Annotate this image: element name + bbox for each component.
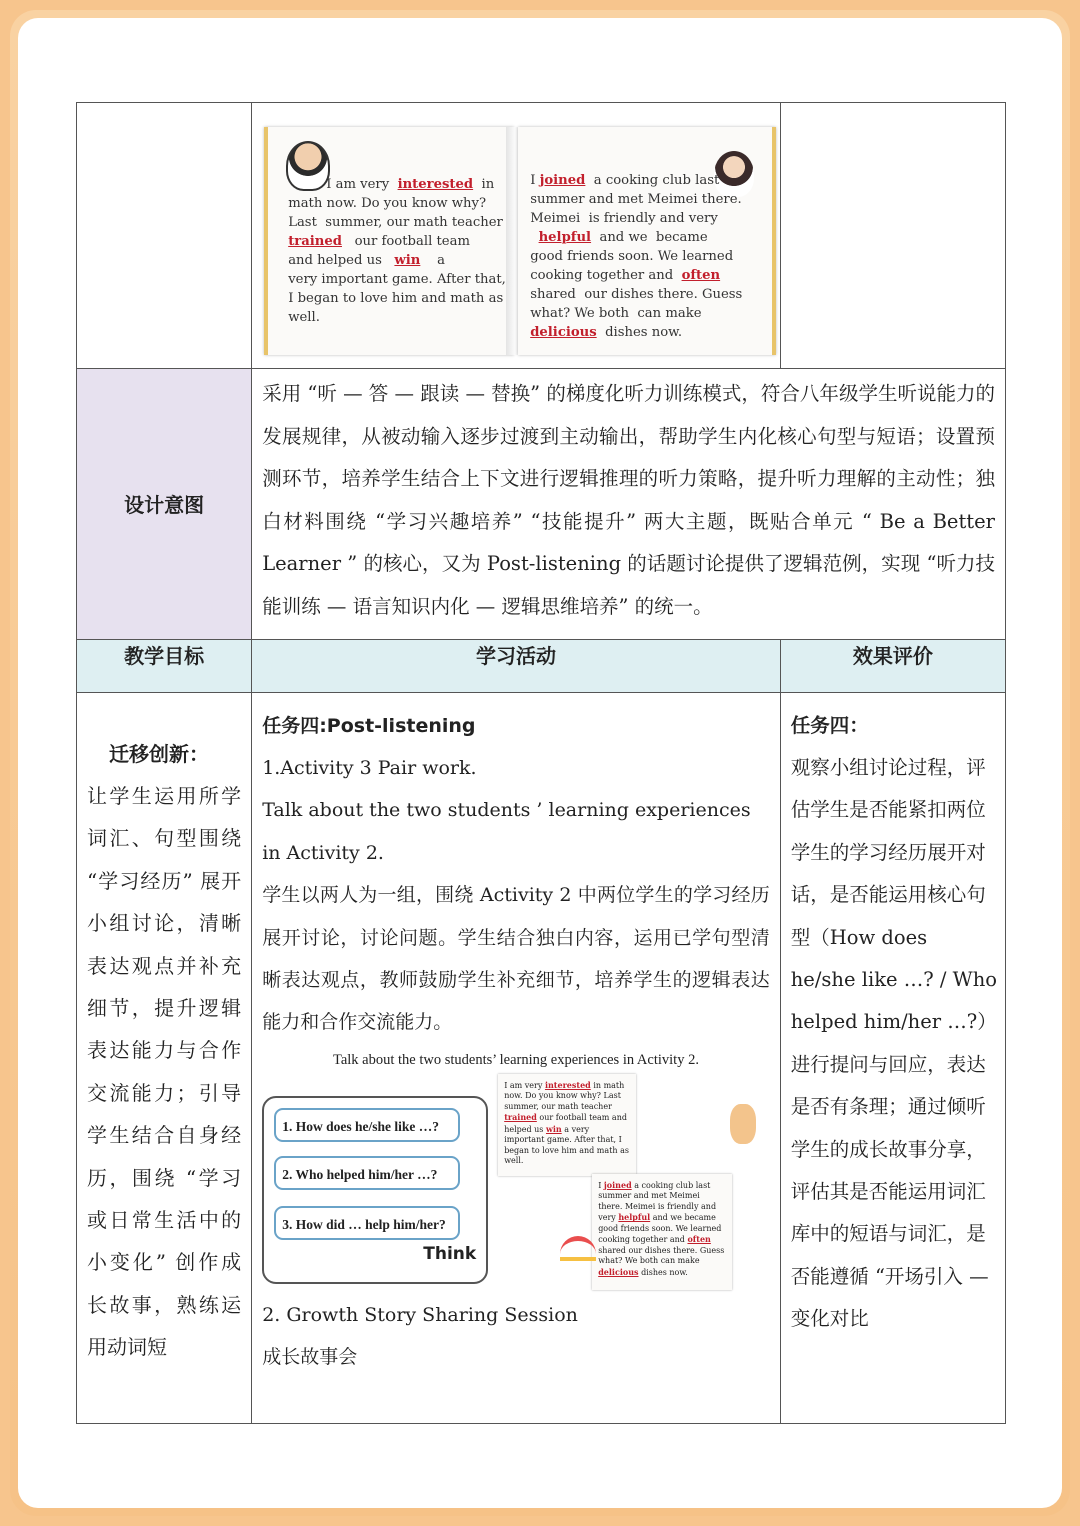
book-left-page	[264, 127, 514, 355]
text: well.	[288, 310, 320, 325]
evaluation-cell	[780, 692, 1005, 1423]
activity-line: 2. Growth Story Sharing Session	[262, 1303, 578, 1326]
blank-answer: trained	[288, 234, 342, 249]
blank-answer: often	[681, 268, 721, 283]
text: I am very	[326, 177, 390, 192]
question-box	[262, 1096, 488, 1284]
question-item: 3. How did … help him/her?	[274, 1206, 460, 1240]
monologue-illustration-cell	[252, 103, 781, 369]
evaluation-title: 任务四：	[790, 713, 869, 737]
question-item: 2. Who helped him/her …?	[274, 1156, 460, 1190]
text: a	[437, 253, 446, 268]
header-evaluation: 效果评价	[780, 639, 1005, 692]
activity-cell	[252, 692, 781, 1423]
think-logo: Think	[423, 1244, 477, 1265]
goal-cell	[77, 692, 252, 1423]
blank-answer: win	[394, 253, 421, 268]
book-right-page	[518, 127, 776, 355]
text: our football team	[354, 234, 470, 249]
text: good friends soon. We learned	[530, 249, 734, 264]
design-intent-label: 设计意图	[77, 369, 252, 640]
text: shared our dishes there. Guess	[530, 287, 743, 302]
boy-avatar-icon	[286, 141, 330, 191]
text: what? We both can make	[530, 306, 702, 321]
evaluation-text: 观察小组讨论过程，评估学生是否能紧扣两位学生的学习经历展开对话，是否能运用核心句型（How does he/she like …? / Who helped him/her …?）进行提问与回应，表达是否有条理；通过倾听学生的成长故事分享，评估其是否能运用词汇库中的短语与词汇，是否能遵循 “开场引入 — 变化对比	[790, 755, 998, 1331]
text: I	[530, 173, 536, 188]
text: in	[481, 177, 495, 192]
blank-answer: interested	[397, 177, 474, 192]
text: I began to love him and math as	[288, 291, 504, 306]
illustration-row	[77, 103, 1006, 369]
text: dishes now.	[605, 325, 683, 340]
blank-answer: joined	[539, 173, 586, 188]
task-four-row	[77, 692, 1006, 1423]
header-learning-activity: 学习活动	[252, 639, 781, 692]
figure-caption: Talk about the two students’ learning experiences in Activity 2.	[332, 1051, 699, 1068]
mini-right-page: I joined a cooking club last summer and met Meimei there. Meimei is friendly and very helpful and we became good friends soon. We learned cooking together and often shared our dishes there. Guess what? We both can make delicious dishes now.	[592, 1174, 732, 1290]
activity-line: 1.Activity 3 Pair work.	[262, 756, 477, 779]
text: Last summer, our math teacher	[288, 215, 503, 230]
empty-cell	[77, 103, 252, 369]
header-teaching-goal: 教学目标	[77, 639, 252, 692]
text: summer and met Meimei there.	[530, 192, 742, 207]
blank-answer: delicious	[530, 325, 597, 340]
rainbow-icon	[560, 1236, 596, 1261]
text: math now. Do you know why?	[288, 196, 487, 211]
thinking-kid-icon	[730, 1104, 756, 1144]
text: very important game. After that,	[288, 272, 506, 287]
open-book-image	[264, 127, 772, 355]
activity-line: 成长故事会	[262, 1346, 358, 1369]
blank-answer: helpful	[538, 230, 592, 245]
empty-cell	[780, 103, 1005, 369]
activity-line: Talk about the two students ’ learning experiences in Activity 2.	[262, 799, 751, 864]
goal-title: 迁移创新：	[109, 741, 209, 766]
activity-description: 学生以两人为一组，围绕 Activity 2 中两位学生的学习经历展开讨论，讨论问题。学生结合独白内容，运用已学句型清晰表达观点，教师鼓励学生补充细节，培养学生的逻辑表达能力和合作交流能力。	[262, 884, 770, 1034]
design-intent-text: 采用 “听 — 答 — 跟读 — 替换” 的梯度化听力训练模式，符合八年级学生听说能力的发展规律，从被动输入逐步过渡到主动输出，帮助学生内化核心句型与短语；设置预测环节，培养学生结合上下文进行逻辑推理的听力策略，提升听力理解的主动性；独白材料围绕 “学习兴趣培养” “技能提升” 两大主题，既贴合单元 “ Be a Better Learner ” 的核心，又为 Post-listening 的话题讨论提供了逻辑范例，实现 “听力技能训练 — 语言知识内化 — 逻辑思维培养” 的统一。	[252, 369, 1006, 640]
pair-work-figure	[262, 1074, 770, 1294]
mini-left-page: I am very interested in math now. Do you know why? Last summer, our math teacher trained our football team and helped us win a very important game. After that, I began to love him and math as well.	[498, 1074, 636, 1176]
text: and helped us	[288, 253, 382, 268]
goal-text: 让学生运用所学词汇、句型围绕 “学习经历” 展开小组讨论，清晰表达观点并补充细节，提升逻辑表达能力与合作交流能力；引导学生结合自身经历，围绕 “学习或日常生活中的小变化” 创作成长故事，熟练运用动词短	[87, 783, 242, 1360]
text: cooking together and	[530, 268, 674, 283]
text: and we became	[599, 230, 708, 245]
task-title: 任务四:Post-listening	[262, 714, 476, 737]
question-item: 1. How does he/she like …?	[274, 1108, 460, 1142]
text: a cooking club last	[593, 173, 720, 188]
lesson-plan-table	[76, 102, 1006, 1424]
table-header-row	[77, 639, 1006, 692]
design-intent-row	[77, 369, 1006, 640]
text: Meimei is friendly and very	[530, 211, 718, 226]
